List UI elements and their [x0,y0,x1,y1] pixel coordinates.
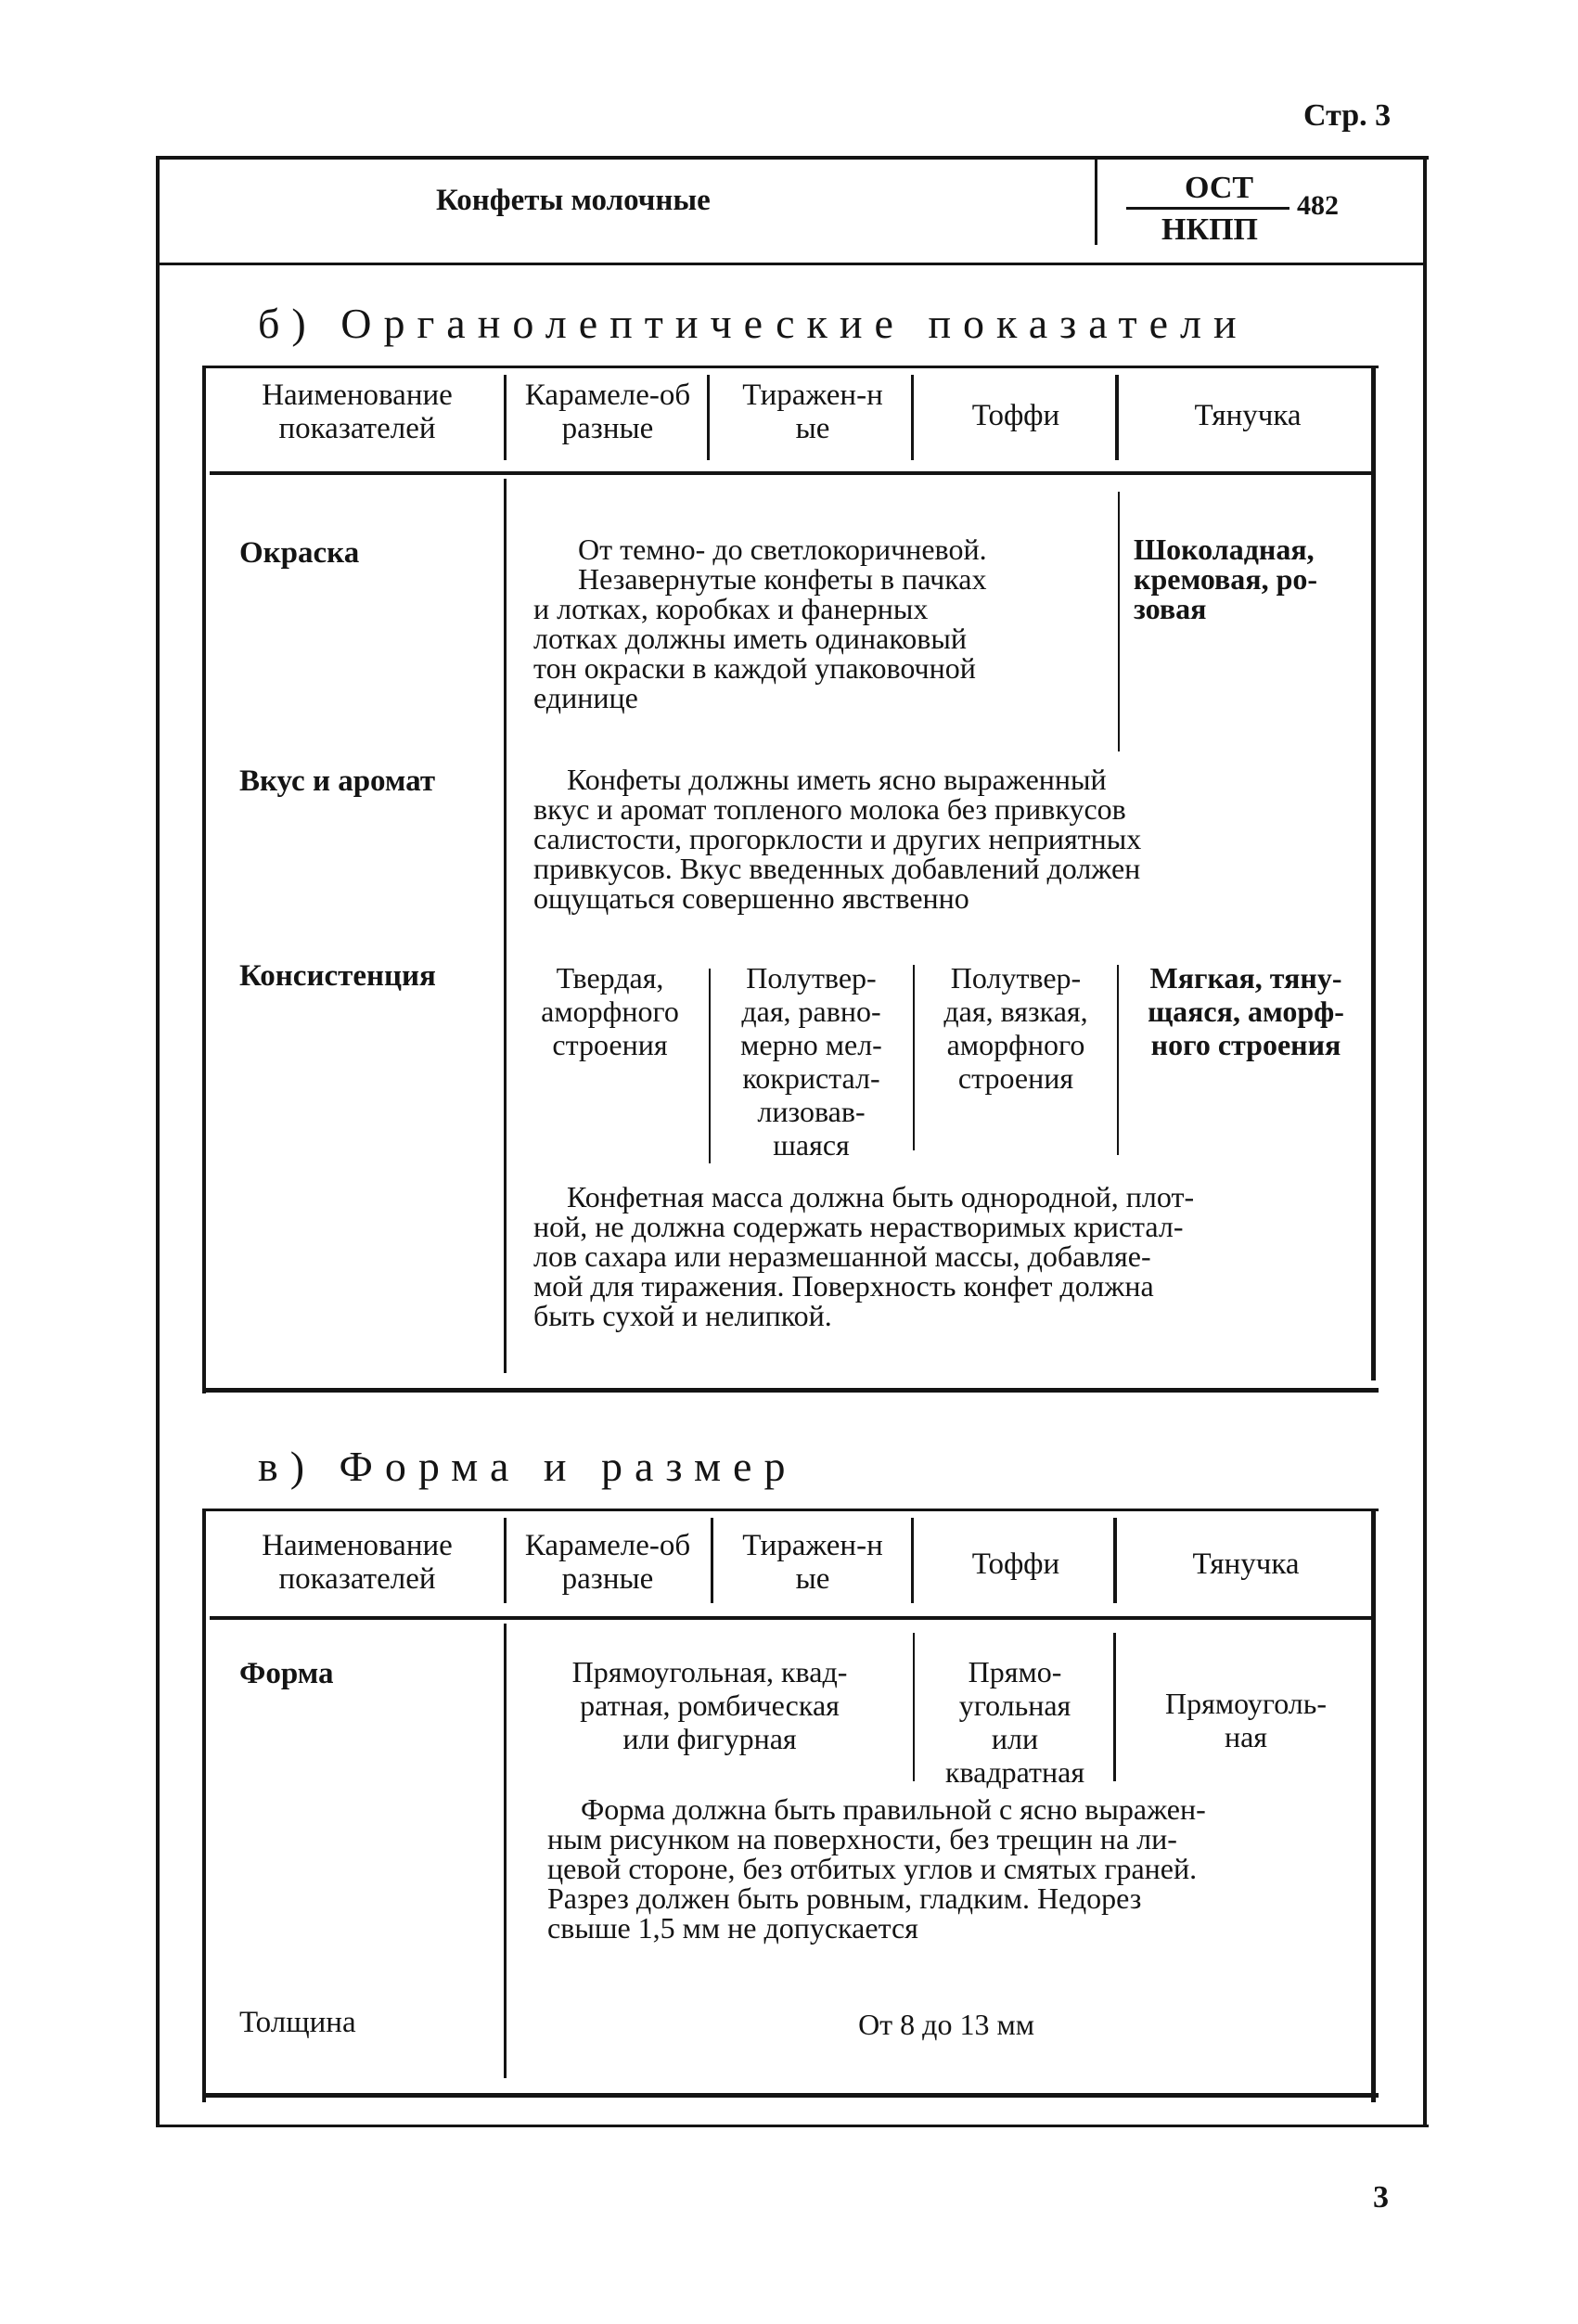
consist-line-3: лов сахара или неразмешанной массы, добавляе- [533,1239,1151,1273]
table1-consist-divider2 [913,965,915,1150]
color-line-4: лотках должны иметь одинаковый [533,622,967,655]
consist-karamel [515,961,705,1061]
row-color-label: Окраска [239,536,360,570]
consist-text [533,1182,1350,1330]
consist-tirazh [716,961,906,1162]
consist-tirazh-1: Полутвер- [746,961,877,995]
table1-tyanuchka-divider-color [1118,492,1120,751]
table2-body-divider [504,1624,507,2078]
consist-toffi-2: дая, вязкая, [943,995,1088,1028]
form-toffi-3: или [991,1722,1039,1755]
consist-toffi-1: Полутвер- [950,961,1082,995]
table2-col2-line [711,1518,713,1603]
form-toffi-2: угольная [958,1688,1071,1722]
consist-karamel-3: строения [552,1028,668,1061]
table2-bottom-line [202,2093,1379,2098]
section-shape-title: в) Форма и размер [258,1443,798,1490]
standard-fraction-line [1126,207,1289,210]
consist-karamel-2: аморфного [541,995,679,1028]
standard-code [1123,173,1364,247]
taste-line-4: привкусов. Вкус введенных добавлений должен [533,852,1141,885]
row-form-label: Форма [239,1657,334,1690]
standard-top: ОСТ [1184,171,1254,205]
table1-bottom-line [202,1388,1379,1393]
row-thickness-text: От 8 до 13 мм [858,2008,1034,2041]
consist-line-2: ной, не должна содержать нерастворимых кристал- [533,1210,1184,1243]
table1-body-divider [504,479,507,1373]
table2-top-line [202,1509,1379,1511]
form-tyanuchka [1123,1687,1369,1753]
row-taste-label: Вкус и аромат [239,764,436,798]
table1-col1-line [504,375,507,460]
row-color-text [533,534,1099,713]
section-organoleptic-title: б) Органолептические показатели [258,300,1249,347]
form-line-5: свыше 1,5 мм не допускается [547,1911,918,1945]
table2-col3-line [911,1518,914,1603]
frame-right-line [1423,156,1427,2127]
color-line-2: Незавернутые конфеты в пачках [578,562,987,596]
form-kt-2: ратная, ромбическая [580,1688,840,1722]
table2-form-divider1 [913,1633,915,1781]
table1-header-karamel: Карамеле-образные [524,379,691,445]
page-number-top: Стр. 3 [1303,98,1392,133]
form-toffi-1: Прямо- [968,1655,1062,1688]
table1-header-tirazh: Тиражен-ные [742,379,883,445]
form-kt-1: Прямоугольная, квад- [571,1655,848,1688]
document-title: Конфеты молочные [436,184,711,217]
table1-col4-line [1115,375,1119,460]
table1-col3-line [911,375,914,460]
header-divider [1095,160,1097,245]
consist-tirazh-5: лизовав- [757,1095,866,1128]
page-number-bottom: 3 [1373,2180,1389,2215]
table2-col1-line [504,1518,507,1603]
table2-header-line [210,1616,1373,1620]
form-tyanuchka-2: ная [1224,1720,1268,1753]
consist-line-1: Конфетная масса должна быть однородной, плот- [567,1180,1195,1213]
taste-line-5: ощущаться совершенно явственно [533,881,969,915]
row-thickness-label: Толщина [239,2006,356,2039]
consist-line-4: мой для тиражения. Поверхность конфет должна [533,1269,1154,1303]
consist-tyanuchka-1: Мягкая, тяну- [1149,961,1342,995]
consist-tirazh-6: шаяся [773,1128,850,1162]
taste-line-1: Конфеты должны иметь ясно выраженный [567,763,1107,796]
table2-col4-line [1113,1518,1117,1603]
table1-consist-divider3 [1117,965,1119,1155]
row-taste-text [533,764,1350,913]
table2-left-line [202,1509,206,2102]
table1-header-toffi: Тоффи [971,399,1060,432]
consist-tirazh-2: дая, равно- [741,995,881,1028]
color-line-3: и лотках, коробках и фанерных [533,592,929,625]
color-line-1: От темно- до светлокоричневой. [578,533,987,566]
consist-tyanuchka-2: щаяся, аморф- [1148,995,1344,1028]
row-consistency-label: Консистенция [239,959,436,993]
table2-header-tyanuchka: Тянучка [1192,1547,1300,1581]
table1-header-tyanuchka: Тянучка [1194,399,1302,432]
form-line-1: Форма должна быть правильной с ясно выражен- [581,1792,1206,1826]
consist-tirazh-3: мерно мел- [740,1028,882,1061]
form-tyanuchka-1: Прямоуголь- [1165,1687,1327,1720]
form-kt-3: или фигурная [622,1722,797,1755]
frame-top-line [156,156,1429,160]
color-line-6: единице [533,681,638,714]
table1-consist-divider1 [709,969,711,1163]
tyanuchka-color-line-1: Шоколадная, [1134,533,1315,566]
form-karamel-tirazh [515,1655,904,1755]
table2-header-karamel: Карамеле-образные [524,1529,691,1596]
form-line-3: цевой стороне, без отбитых углов и смятых граней. [547,1852,1198,1885]
table1-header-line [210,471,1373,475]
taste-line-3: салистости, прогорклости и других неприятных [533,822,1142,855]
tyanuchka-color-line-3: зовая [1134,592,1207,625]
table1-header-name: Наименование показателей [262,379,453,445]
frame-left-line [156,156,160,2127]
table2-form-divider2 [1113,1633,1116,1781]
table2-header-tirazh: Тиражен-ные [742,1529,883,1596]
tyanuchka-color-line-2: кремовая, ро- [1134,562,1318,596]
form-line-4: Разрез должен быть ровным, гладким. Недорез [547,1881,1142,1915]
table2-header-toffi: Тоффи [971,1547,1060,1581]
consist-toffi-3: аморфного [946,1028,1085,1061]
consist-tyanuchka-3: ного строения [1150,1028,1341,1061]
table1-left-line [202,366,206,1393]
consist-toffi-4: строения [957,1061,1074,1095]
standard-number: 482 [1297,190,1339,221]
form-line-2: ным рисунком на поверхности, без трещин на ли- [547,1822,1177,1855]
row-color-tyanuchka [1134,534,1366,623]
table2-header-name: Наименование показателей [262,1529,453,1596]
consist-tirazh-4: кокристал- [742,1061,880,1095]
consist-toffi [918,961,1113,1095]
header-bottom-line [160,263,1423,265]
frame-bottom-line [156,2125,1429,2127]
table1-top-line [202,366,1379,368]
taste-line-2: вкус и аромат топленого молока без привкусов [533,792,1126,826]
consist-karamel-1: Твердая, [556,961,664,995]
standard-bottom: НКПП [1161,212,1258,247]
table1-col2-line [707,375,710,460]
color-line-5: тон окраски в каждой упаковочной [533,651,976,685]
consist-line-5: быть сухой и нелипкой. [533,1299,832,1332]
form-toffi [918,1655,1111,1789]
table1-right-line [1371,366,1376,1380]
form-text [547,1794,1364,1943]
form-toffi-4: квадратная [944,1755,1085,1789]
consist-tyanuchka [1123,961,1369,1061]
